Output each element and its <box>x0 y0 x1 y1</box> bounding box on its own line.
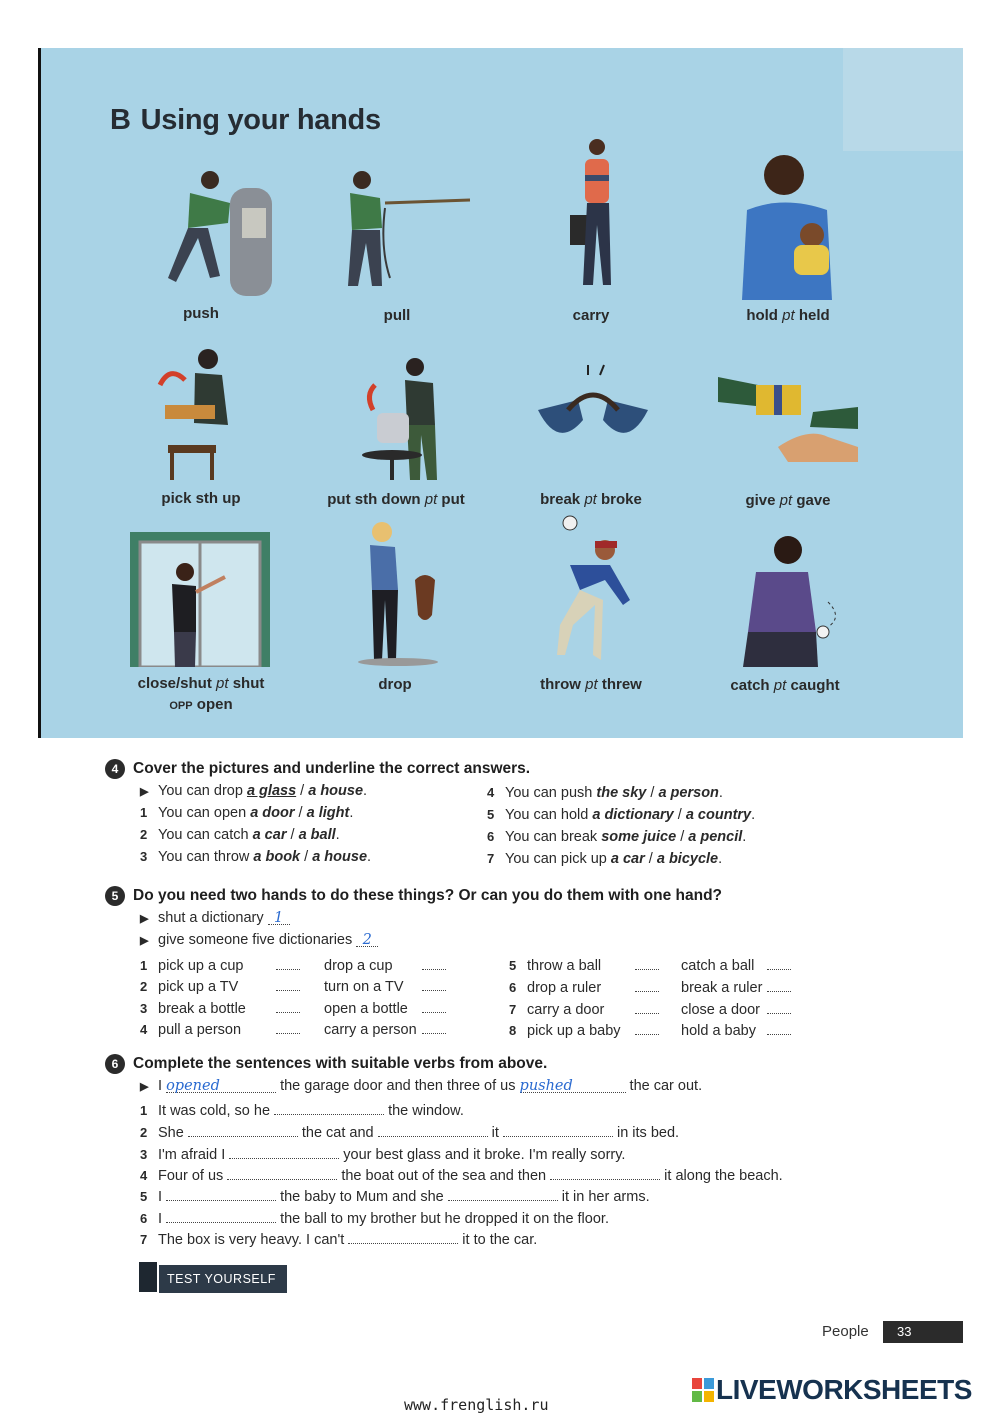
caption-put-down: put sth down pt put <box>327 491 465 508</box>
section-title: B Using your hands <box>110 104 381 136</box>
ex6-blank[interactable] <box>188 1122 298 1137</box>
exercise-5-heading: 5 Do you need two hands to do these things? Or can you do them with one hand? <box>105 886 722 906</box>
caption-pull: pull <box>383 307 411 324</box>
ex5-answer-blank[interactable] <box>422 955 446 970</box>
ex4-item-7: 7 You can pick up a car / a bicycle. <box>487 851 723 867</box>
ex6-item-3: 3 I'm afraid I your best glass and it broke. I'm really sorry. <box>140 1144 625 1163</box>
ex6-blank[interactable] <box>503 1122 613 1137</box>
ex4-option-b[interactable]: a country <box>685 807 752 823</box>
ex4-item-6: 6 You can break some juice / a pencil. <box>487 829 747 845</box>
caption-break: break pt broke <box>540 491 642 508</box>
ex6-item-1: 1 It was cold, so he the window. <box>140 1100 464 1119</box>
ex5-answer-blank[interactable] <box>422 976 446 991</box>
footer-unit-label: People <box>822 1323 869 1340</box>
ex5-row-2c: 6 drop a ruler <box>509 977 659 996</box>
ex5-row-2a: 2 pick up a TV <box>140 976 300 995</box>
ex6-example: ▶ I opened the garage door and then three of us pushed the car out. <box>140 1078 703 1094</box>
ex4-option-a[interactable]: a book <box>253 849 301 865</box>
throw-illustration <box>545 515 640 665</box>
ex6-item-7: 7 The box is very heavy. I can't it to the car. <box>140 1229 537 1248</box>
ex5-row-4c: 8 pick up a baby <box>509 1020 659 1039</box>
ex4-option-a[interactable]: the sky <box>596 785 647 801</box>
push-illustration <box>150 168 275 296</box>
ex6-blank[interactable] <box>378 1122 488 1137</box>
close-shut-illustration <box>130 532 270 667</box>
ex5-example-2: ▶ give someone five dictionaries 2 <box>140 932 378 948</box>
caption-catch: catch pt caught <box>730 677 840 694</box>
pull-illustration <box>340 168 475 296</box>
ex5-row-1c: 5 throw a ball <box>509 955 659 974</box>
ex5-row-1d: catch a ball <box>681 955 791 974</box>
ex5-row-1a: 1 pick up a cup <box>140 955 300 974</box>
ex6-item-6: 6 I the ball to my brother but he dropped it on the floor. <box>140 1208 609 1227</box>
ex6-blank[interactable] <box>229 1144 339 1159</box>
ex5-answer-blank[interactable] <box>422 998 446 1013</box>
ex5-row-1b: drop a cup <box>324 955 446 974</box>
ex5-answer-blank[interactable] <box>635 999 659 1014</box>
test-yourself-button[interactable]: TEST YOURSELF <box>137 1265 287 1293</box>
ex4-option-a[interactable]: a car <box>610 851 645 867</box>
caption-push: push <box>183 305 219 322</box>
ex4-option-a[interactable]: some juice <box>601 829 677 845</box>
ex5-answer-blank[interactable] <box>767 999 791 1014</box>
ex6-blank[interactable] <box>166 1186 276 1201</box>
ex5-row-4a: 4 pull a person <box>140 1019 300 1038</box>
ex5-row-4b: carry a person <box>324 1019 446 1038</box>
ex4-item-1: 1 You can open a door / a light. <box>140 805 354 821</box>
caption-carry: carry <box>572 307 610 324</box>
exercise-6-heading: 6 Complete the sentences with suitable verbs from above. <box>105 1054 547 1074</box>
ex4-option-a[interactable]: a dictionary <box>592 807 674 823</box>
ex5-row-3c: 7 carry a door <box>509 999 659 1018</box>
ex4-item-example: ▶ You can drop a glass / a house. <box>140 783 368 799</box>
ex5-answer-blank[interactable] <box>422 1019 446 1034</box>
give-illustration <box>718 367 858 462</box>
ex4-option-b[interactable]: a light <box>306 805 350 821</box>
break-illustration <box>528 360 658 460</box>
ex5-row-3d: close a door <box>681 999 791 1018</box>
exercise-4-heading: 4 Cover the pictures and underline the correct answers. <box>105 759 530 779</box>
ex5-answer-blank[interactable] <box>635 1020 659 1035</box>
ex5-row-3a: 3 break a bottle <box>140 998 300 1017</box>
ex5-answer-blank[interactable] <box>276 955 300 970</box>
caption-close-shut: close/shut pt shut <box>137 675 265 692</box>
source-url: www.frenglish.ru <box>404 1396 549 1414</box>
ex6-blank[interactable] <box>227 1165 337 1180</box>
caption-opposite: OPP open <box>169 696 233 713</box>
caption-give: give pt gave <box>745 492 831 509</box>
caption-pick-up: pick sth up <box>161 490 241 507</box>
corner-patch <box>843 48 963 151</box>
ex4-option-b[interactable]: a pencil <box>688 829 743 845</box>
ex6-blank[interactable] <box>166 1208 276 1223</box>
ex6-item-2: 2 She the cat and it in its bed. <box>140 1122 679 1141</box>
ex4-option-a[interactable]: a car <box>252 827 287 843</box>
ex5-row-3b: open a bottle <box>324 998 446 1017</box>
put-down-illustration <box>355 355 445 480</box>
ex5-answer-blank[interactable] <box>276 1019 300 1034</box>
ex5-answer-blank[interactable] <box>767 1020 791 1035</box>
ex5-answer-blank[interactable] <box>635 955 659 970</box>
ex5-answer-blank[interactable] <box>276 976 300 991</box>
ex4-option-a[interactable]: a glass <box>246 783 297 799</box>
ex6-blank[interactable] <box>348 1229 458 1244</box>
ex4-item-2: 2 You can catch a car / a ball. <box>140 827 340 843</box>
ex5-row-2d: break a ruler <box>681 977 791 996</box>
liveworksheets-logo[interactable]: LIVEWORKSHEETS <box>692 1374 972 1406</box>
carry-illustration <box>565 135 625 295</box>
ex4-item-4: 4 You can push the sky / a person. <box>487 785 723 801</box>
caption-drop: drop <box>378 676 412 693</box>
hold-illustration <box>742 150 842 300</box>
ex5-row-2b: turn on a TV <box>324 976 446 995</box>
page-number: 33 <box>883 1321 963 1343</box>
liveworksheets-icon <box>692 1377 714 1401</box>
ex5-row-4d: hold a baby <box>681 1020 791 1039</box>
ex6-item-4: 4 Four of us the boat out of the sea and then it along the beach. <box>140 1165 783 1184</box>
ex5-answer-blank[interactable] <box>767 955 791 970</box>
ex6-blank[interactable] <box>448 1186 558 1201</box>
ex4-option-b[interactable]: a house <box>308 783 364 799</box>
ex6-item-5: 5 I the baby to Mum and she it in her arms. <box>140 1186 650 1205</box>
ex5-answer-blank[interactable] <box>635 977 659 992</box>
pick-up-illustration <box>150 345 250 480</box>
ex4-option-b[interactable]: a ball <box>298 827 336 843</box>
caption-throw: throw pt threw <box>540 676 642 693</box>
caption-hold: hold pt held <box>746 307 830 324</box>
ex5-example-1: ▶ shut a dictionary 1 <box>140 910 290 926</box>
ex4-option-a[interactable]: a door <box>250 805 295 821</box>
ex4-option-b[interactable]: a house <box>312 849 368 865</box>
drop-illustration <box>340 520 450 670</box>
ex4-option-b[interactable]: a person <box>658 785 719 801</box>
notebook-icon <box>137 1260 159 1294</box>
ex6-blank[interactable] <box>550 1165 660 1180</box>
ex4-item-5: 5 You can hold a dictionary / a country. <box>487 807 756 823</box>
ex5-answer-blank[interactable] <box>276 998 300 1013</box>
ex5-answer-blank[interactable] <box>767 977 791 992</box>
ex6-blank[interactable] <box>274 1100 384 1115</box>
catch-illustration <box>728 532 848 667</box>
ex4-item-3: 3 You can throw a book / a house. <box>140 849 372 865</box>
ex4-option-b[interactable]: a bicycle <box>656 851 719 867</box>
